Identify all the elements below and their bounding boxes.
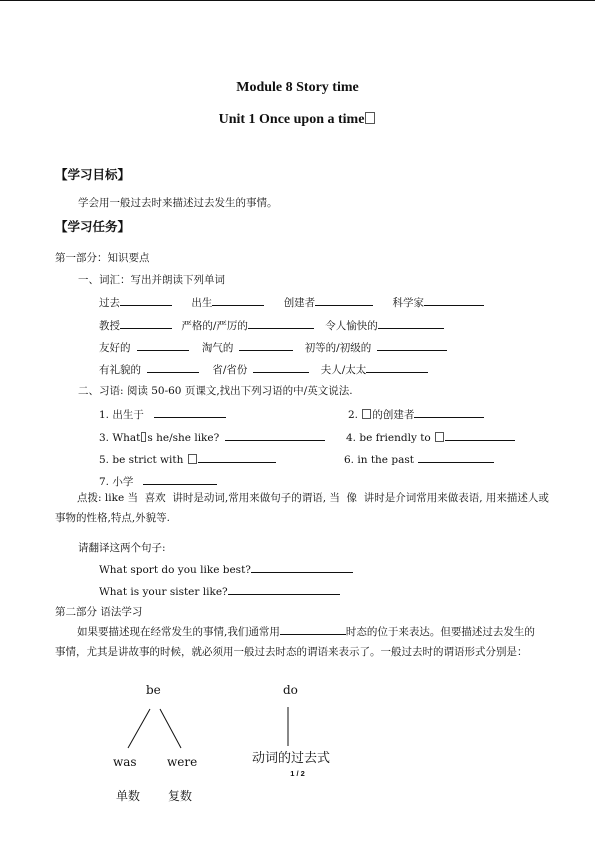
sentence-item: What is your sister like? [99, 584, 340, 598]
tree-was: was [113, 755, 137, 769]
unit-title: Unit 1 Once upon a time [0, 112, 595, 128]
phrase-item: 1. 出生于 [99, 407, 226, 422]
tree-singular: 单数 [116, 789, 141, 803]
page-number: 1 / 2 [290, 769, 305, 778]
vocab-row: 过去 出生 创建者 科学家 [99, 295, 484, 310]
vocab-row: 友好的 淘气的 初等的/初级的 [99, 340, 447, 355]
tree-do: do [283, 683, 298, 697]
vocab-title: 一、词汇：写出并朗读下列单词 [78, 274, 225, 286]
phrase-item: 7. 小学 [99, 474, 217, 489]
tree-past-form: 动词的过去式 [252, 751, 331, 766]
vocab-row: 教授 严格的/严厉的 令人愉快的 [99, 318, 444, 333]
phrase-title: 二、习语: 阅读 50-60 页课文,找出下列习语的中/英文说法. [78, 385, 353, 397]
tree-branch-right [160, 709, 181, 748]
sentence-item: What sport do you like best? [99, 562, 353, 576]
tree-plural: 复数 [168, 789, 193, 803]
tree-branch-left [128, 709, 150, 748]
phrase-item: 2. 的创建者 [348, 407, 484, 422]
objectives-text: 学会用一般过去时来描述过去发生的事情。 [78, 197, 278, 209]
translate-label: 请翻译这两个句子: [78, 542, 166, 554]
phrase-item: 5. be strict with [99, 452, 276, 466]
phrase-item: 3. What s he/she like? [99, 430, 325, 444]
tree-be: be [146, 683, 161, 697]
module-title: Module 8 Story time [236, 80, 359, 95]
objectives-heading: 【学习目标】 [55, 167, 131, 182]
part1-title: 第一部分：知识要点 [55, 252, 150, 264]
phrase-item: 6. in the past [344, 452, 494, 466]
phrase-item: 4. be friendly to [346, 430, 515, 444]
part2-title: 第二部分 语法学习 [55, 606, 143, 618]
tasks-heading: 【学习任务】 [55, 219, 131, 234]
vocab-row: 有礼貌的 省/省份 夫人/太太 [99, 362, 428, 377]
tree-were: were [167, 755, 198, 769]
tip-paragraph: 点拨: like 当 喜欢 讲时是动词,常用来做句子的谓语, 当 像 讲时是介词常用来做表语, 用来描述人或事物的性格,特点,外貌等. [55, 492, 549, 524]
grammar-paragraph: 如果要描述现在经常发生的事情,我们通常用 时态的位于来表达。但要描述过去发生的事情，尤其是讲故事的时候，就必须用一般过去时态的谓语来表示了。一般过去时的谓语形式分别是： [55, 626, 535, 658]
